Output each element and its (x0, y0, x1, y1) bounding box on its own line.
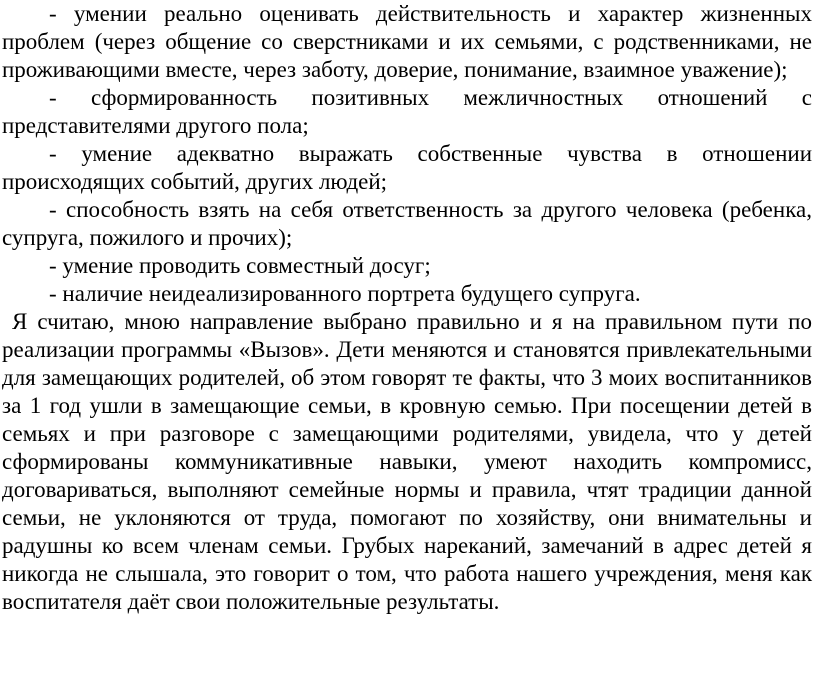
bullet-item-6: - наличие неидеализированного портрета будущего супруга. (2, 280, 812, 308)
bullet-list (2, 0, 812, 308)
bullet-item-5: - умение проводить совместный досуг; (2, 252, 812, 280)
body-paragraph: Я считаю, мною направление выбрано правильно и я на правильном пути по реализации программы «Вызов». Дети меняются и становятся привлекательными для замещающих родителей, об этом говорят те факты, что 3 моих воспитанников за 1 год ушли в замещающие семьи, в кровную семью. При посещении детей в семьях и при разговоре с замещающими родителями, увидела, что у детей сформированы коммуникативные навыки, умеют находить компромисс, договариваться, выполняют семейные нормы и правила, чтят традиции данной семьи, не уклоняются от труда, помогают по хозяйству, они внимательны и радушны ко всем членам семьи. Грубых нареканий, замечаний в адрес детей я никогда не слышала, это говорит о том, что работа нашего учреждения, меня как воспитателя даёт свои положительные результаты. (2, 309, 812, 614)
bullet-item-1: - умении реально оценивать действительность и характер жизненных проблем (через общение со сверстниками и их семьями, с родственниками, не проживающими вместе, через заботу, доверие, понимание, взаимное уважение); (2, 0, 812, 84)
bullet-item-2: - сформированность позитивных межличностных отношений с представителями другого пола; (2, 84, 812, 140)
bullet-item-3: - умение адекватно выражать собственные чувства в отношении происходящих событий, других людей; (2, 140, 812, 196)
bullet-item-4: - способность взять на себя ответственность за другого человека (ребенка, супруга, пожилого и прочих); (2, 196, 812, 252)
